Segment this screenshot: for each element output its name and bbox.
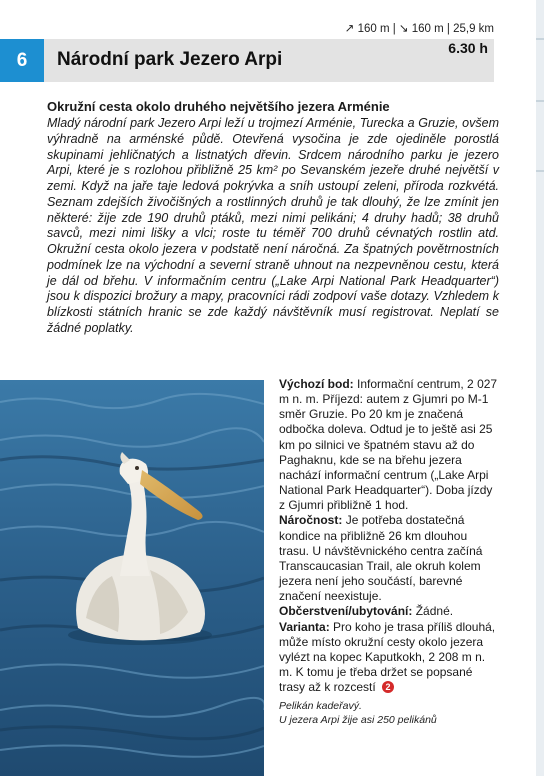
food-label: Občerstvení/ubytování: <box>279 604 413 619</box>
photo-caption <box>279 700 500 727</box>
start-point-label: Výchozí bod: <box>279 377 354 391</box>
edge-tick <box>536 170 544 172</box>
route-time: 6.30 h <box>448 40 488 56</box>
route-number-badge: 6 <box>0 39 44 82</box>
difficulty-text: Je potřeba dostatečná kondice na přibližně 26 km dlouhou trasu. U návštěvnického centra začíná Transcaucasian Trail, ale okruh kolem jezera není jeho součástí, barevné značení neexistuje. <box>279 513 483 604</box>
caption-line-1: Pelikán kadeřavý. <box>279 700 362 712</box>
waypoint-badge: 2 <box>382 681 394 693</box>
difficulty-paragraph <box>279 513 500 604</box>
food-text: Žádné. <box>415 604 454 619</box>
page-edge-marker <box>536 0 544 776</box>
food-paragraph <box>279 604 500 619</box>
intro-section <box>47 98 499 337</box>
intro-text: Mladý národní park Jezero Arpi leží u trojmezí Arménie, Turecka a Gruzie, ovšem výhradně na arménské půdě. Otevřená vysočina je zde ojediněle porostlá skupinami jehličnatých a listnatých dřevin. Srdcem národního parku je jezero Arpi, které je s rozlohou přibližně 25 km² po Sevanském jezeře druhé největší v zemi. Když na jaře taje ledová pokrývka a sníh ustoupí zeleni, příroda rozkvétá. Seznam zdejších živočišných a rostlinných druhů je tak dlouhý, že lze zmínit jen některé: žije zde 190 druhů ptáků, mezi nimi pelikáni; 4 druhy hadů; 38 druhů savců, mezi nimi lišky a vlci; roste tu téměř 700 druhů cévnatých rostlin atd. Okružní cesta okolo jezera v podstatě není náročná. Za špatných povětrnostních podmínek lze na východní a severní straně uhnout na nezpevněnou cestu, která je dál od břehu. V informačním centru („Lake Arpi National Park Headquarter“) jsou k dispozici brožury a mapy, pracovníci rádi zodpoví vaše dotazy. Vzhledem k blízkosti státních hranic se zde každý návštěvník musí registrovat. Neplatí se žádné poplatky. <box>47 116 499 335</box>
variant-paragraph <box>279 620 500 696</box>
route-title: Národní park Jezero Arpi <box>57 49 283 70</box>
variant-text: Pro koho je trasa příliš dlouhá, může místo okružní cesty okolo jezera vylézt na kopec Kaputkokh, 2 208 m n. m. K tomu je třeba držet se popsané trasy až k rozcestí <box>279 619 496 695</box>
difficulty-label: Náročnost: <box>279 513 343 528</box>
pelican-illustration <box>0 380 264 776</box>
start-point-paragraph <box>279 377 500 513</box>
intro-subtitle: Okružní cesta okolo druhého největšího jezera Arménie <box>47 99 390 114</box>
edge-tick <box>536 38 544 40</box>
start-point-text: Informační centrum, 2 027 m n. m. Příjezd: autem z Gjumri po M-1 směr Gruzie. Po 20 km je značená odbočka doleva. Odtud je to ještě asi 25 km po silnici ve špatném stavu až do Paghaknu, kde se na břehu jezera nachází informační centrum („Lake Arpi National Park Headquarter“). Doba jízdy z Gjumri přibližně 1 hod. <box>279 377 498 513</box>
route-info-panel <box>279 377 500 695</box>
caption-line-2: U jezera Arpi žije asi 250 pelikánů <box>279 713 437 726</box>
route-header <box>0 39 494 82</box>
pelican-photo <box>0 380 264 776</box>
edge-tick <box>536 100 544 102</box>
route-stats: ↗ 160 m | ↘ 160 m | 25,9 km <box>344 23 494 35</box>
variant-label: Varianta: <box>279 619 330 634</box>
